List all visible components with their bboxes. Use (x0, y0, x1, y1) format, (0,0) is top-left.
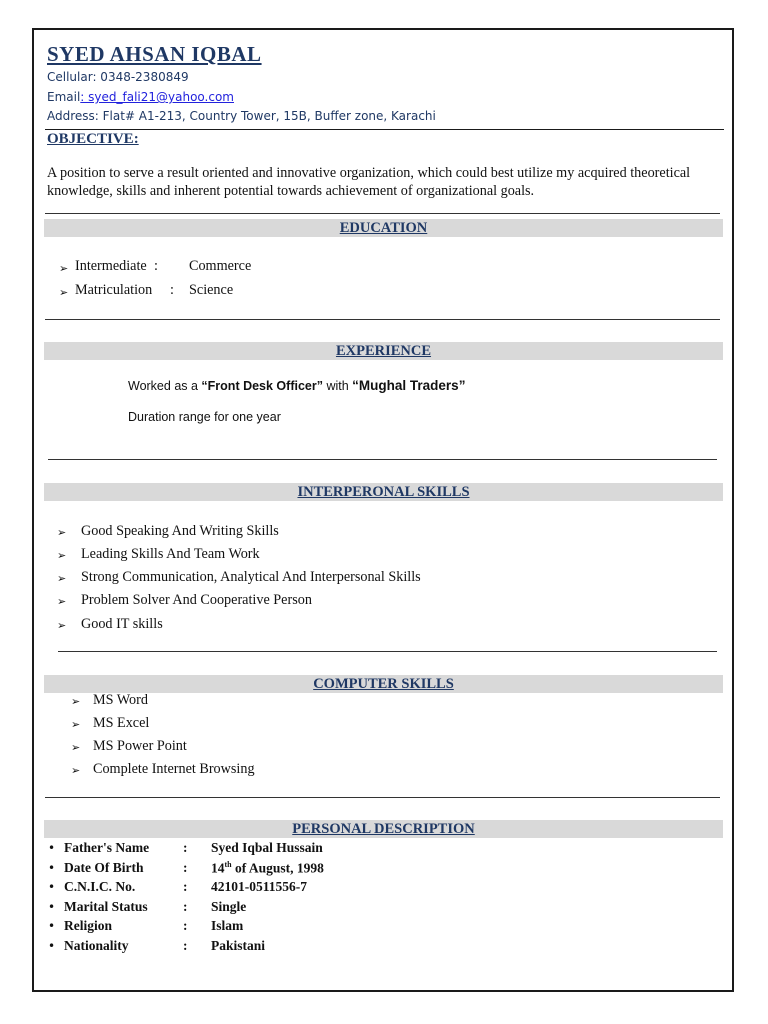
arrow-bullet-icon: ➢ (71, 718, 81, 731)
header-divider (45, 129, 724, 130)
interpersonal-heading: INTERPERONAL SKILLS (44, 483, 723, 501)
arrow-bullet-icon: ➢ (57, 619, 67, 632)
personal-value: 42101-0511556-7 (211, 879, 307, 894)
dot-bullet-icon: • (48, 841, 56, 855)
education-heading: EDUCATION (44, 219, 723, 237)
computer-divider (45, 797, 720, 798)
objective-line-2: knowledge, skills and inherent potential towards achievement of organizational goals. (47, 183, 535, 199)
arrow-bullet-icon: ➢ (57, 526, 67, 539)
personal-label: Marital Status (64, 899, 148, 914)
personal-value: 14th of August, 1998 (211, 860, 324, 876)
objective-text (47, 164, 719, 200)
arrow-bullet-icon: ➢ (57, 595, 67, 608)
personal-label: Father's Name (64, 840, 150, 855)
dot-bullet-icon: • (48, 919, 56, 933)
arrow-bullet-icon: ➢ (59, 286, 69, 299)
personal-label: Nationality (64, 938, 129, 953)
personal-sep: : (183, 860, 188, 875)
dot-bullet-icon: • (48, 900, 56, 914)
interpersonal-item (57, 523, 66, 541)
computer-text: MS Word (93, 692, 148, 708)
personal-value: Syed Iqbal Hussain (211, 840, 323, 855)
computer-skills-heading: COMPUTER SKILLS (44, 675, 723, 693)
education-sep: : (154, 258, 158, 274)
experience-line-2: Duration range for one year (128, 410, 281, 424)
personal-value: Islam (211, 918, 244, 933)
objective-heading: OBJECTIVE: (47, 131, 139, 147)
interpersonal-text: Leading Skills And Team Work (81, 546, 260, 562)
computer-item (71, 761, 80, 779)
experience-line-1: Worked as a “Front Desk Officer” with “Mughal Traders” (128, 378, 466, 393)
interpersonal-text: Good Speaking And Writing Skills (81, 523, 279, 539)
experience-company: “Mughal Traders” (352, 378, 466, 393)
computer-item (71, 715, 80, 733)
address-line: Address: Flat# A1-213, Country Tower, 15B, Buffer zone, Karachi (47, 109, 436, 123)
interpersonal-text: Problem Solver And Cooperative Person (81, 592, 312, 608)
computer-text: MS Power Point (93, 738, 187, 754)
interpersonal-divider (58, 651, 717, 652)
personal-sep: : (183, 918, 188, 933)
personal-sep: : (183, 899, 188, 914)
interpersonal-item (57, 569, 66, 587)
computer-text: Complete Internet Browsing (93, 761, 255, 777)
personal-label: C.N.I.C. No. (64, 879, 136, 894)
personal-label: Religion (64, 918, 113, 933)
personal-sep: : (183, 840, 188, 855)
experience-heading: EXPERIENCE (44, 342, 723, 360)
arrow-bullet-icon: ➢ (71, 764, 81, 777)
cellular-line: Cellular: 0348-2380849 (47, 70, 189, 84)
arrow-bullet-icon: ➢ (71, 741, 81, 754)
personal-sep: : (183, 938, 188, 953)
personal-sep: : (183, 879, 188, 894)
email-label: Email (47, 90, 81, 104)
dot-bullet-icon: • (48, 861, 56, 875)
email-line (47, 90, 234, 104)
education-value: Science (189, 282, 234, 298)
computer-item (71, 692, 80, 710)
experience-role: “Front Desk Officer” (201, 379, 323, 393)
arrow-bullet-icon: ➢ (57, 572, 67, 585)
objective-line-1: A position to serve a result oriented and innovative organization, which could best utilize my acquired theoretical (47, 165, 691, 181)
interpersonal-text: Strong Communication, Analytical And Interpersonal Skills (81, 569, 421, 585)
interpersonal-item (57, 592, 66, 610)
education-label: Intermediate (75, 258, 147, 274)
education-sep: : (170, 282, 174, 298)
interpersonal-item (57, 616, 66, 634)
arrow-bullet-icon: ➢ (59, 262, 69, 275)
objective-divider (45, 213, 720, 214)
arrow-bullet-icon: ➢ (57, 549, 67, 562)
education-item (59, 283, 68, 301)
computer-item (71, 738, 80, 756)
email-link[interactable]: : syed_fali21@yahoo.com (80, 90, 234, 104)
personal-value: Pakistani (211, 938, 266, 953)
dot-bullet-icon: • (48, 880, 56, 894)
education-item (59, 259, 68, 277)
computer-text: MS Excel (93, 715, 150, 731)
education-label: Matriculation (75, 282, 153, 298)
personal-label: Date Of Birth (64, 860, 144, 875)
education-value: Commerce (189, 258, 252, 274)
education-divider (45, 319, 720, 320)
candidate-name: SYED AHSAN IQBAL (47, 42, 262, 66)
arrow-bullet-icon: ➢ (71, 695, 81, 708)
personal-heading: PERSONAL DESCRIPTION (44, 820, 723, 838)
interpersonal-item (57, 546, 66, 564)
personal-value: Single (211, 899, 247, 914)
experience-divider (48, 459, 717, 460)
dot-bullet-icon: • (48, 939, 56, 953)
interpersonal-text: Good IT skills (81, 616, 163, 632)
